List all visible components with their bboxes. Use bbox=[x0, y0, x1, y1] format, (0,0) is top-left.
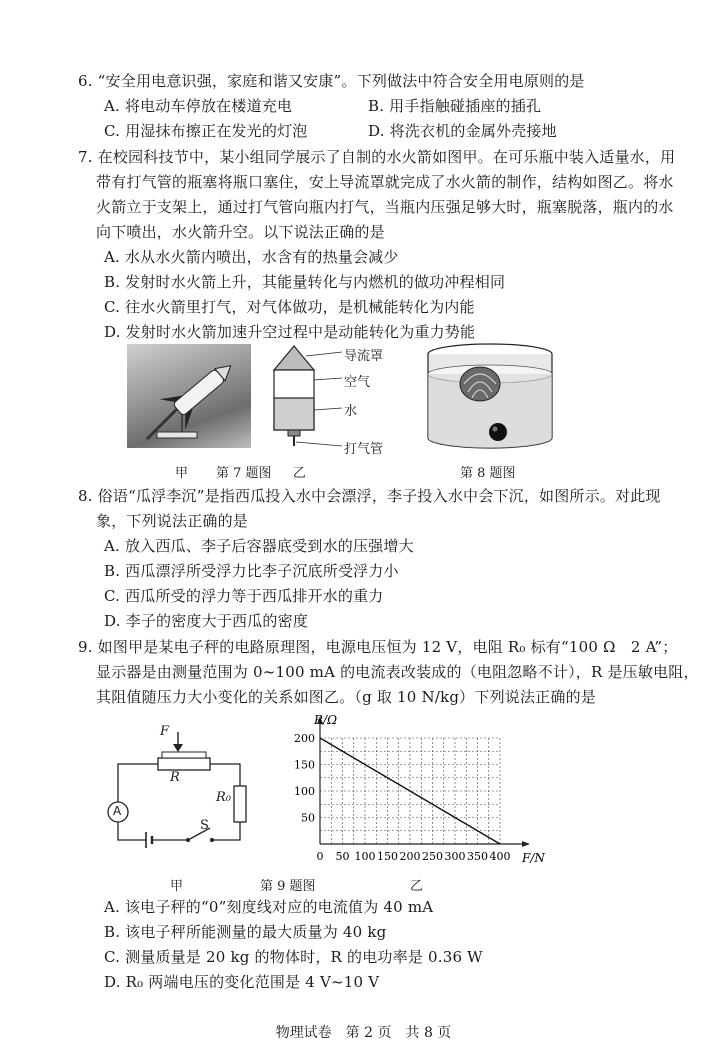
water-rocket-structure-diagram bbox=[266, 342, 416, 454]
chart-ticks bbox=[294, 732, 511, 863]
q7-option-c: C. 往水火箭里打气，对气体做功，是机械能转化为内能 bbox=[104, 298, 475, 316]
q9-line-2: 显示器是由测量范围为 0~100 mA 的电流表改装成的（电阻忽略不计），R 是压敏电阻， bbox=[96, 663, 699, 681]
fig9-caption: 第 9 题图 bbox=[260, 879, 316, 894]
x-tick-label: 350 bbox=[467, 850, 488, 863]
q6-stem: 6. “安全用电意识强，家庭和谐又安康”。下列做法中符合安全用电原则的是 bbox=[78, 72, 585, 90]
circuit-label-r: R bbox=[170, 770, 180, 785]
circuit-label-r0: R₀ bbox=[216, 790, 231, 805]
q6-option-a: A. 将电动车停放在楼道充电 bbox=[104, 97, 293, 115]
q6-option-b: B. 用手指触碰插座的插孔 bbox=[368, 97, 542, 115]
q8-line-1: 8. 俗语“瓜浮李沉”是指西瓜投入水中会漂浮，李子投入水中会下沉，如图所示。对此现 bbox=[78, 487, 661, 505]
page-footer: 物理试卷 第 2 页 共 8 页 bbox=[275, 1025, 452, 1041]
fig9-label-yi: 乙 bbox=[410, 879, 424, 894]
x-tick-label: 300 bbox=[444, 850, 466, 863]
x-tick-label: 150 bbox=[377, 850, 398, 863]
q9-option-c: C. 测量质量是 20 kg 的物体时，R 的电功率是 0.36 W bbox=[104, 948, 483, 966]
fig7-label-jia: 甲 bbox=[175, 466, 189, 481]
q6-option-c: C. 用湿抹布擦正在发光的灯泡 bbox=[104, 122, 308, 140]
fig7-label-yi: 乙 bbox=[293, 466, 307, 481]
q7-option-b: B. 发射时水火箭上升，其能量转化与内燃机的做功冲程相同 bbox=[104, 273, 506, 291]
q7-line-3: 火箭立于支架上，通过打气管向瓶内打气，当瓶内压强足够大时，瓶塞脱落，瓶内的水 bbox=[96, 198, 674, 216]
q9-line-3: 其阻值随压力大小变化的关系如图乙。（g 取 10 N/kg）下列说法正确的是 bbox=[96, 688, 596, 706]
watermelon-plum-container bbox=[420, 342, 560, 452]
label-water: 水 bbox=[344, 404, 358, 419]
y-tick-label: 100 bbox=[294, 785, 315, 798]
resistance-force-chart bbox=[286, 712, 556, 872]
circuit-label-s: S bbox=[200, 818, 209, 833]
q7-line-1: 7. 在校园科技节中，某小组同学展示了自制的水火箭如图甲。在可乐瓶中装入适量水，用 bbox=[78, 148, 676, 166]
q9-line-1: 9. 如图甲是某电子秤的电路原理图，电源电压恒为 12 V，电阻 R₀ 标有“100 Ω 2 A”； bbox=[78, 638, 678, 656]
x-tick-label: 200 bbox=[399, 850, 421, 863]
x-axis-arrow bbox=[522, 841, 530, 847]
x-tick-label: 0 bbox=[316, 850, 324, 863]
circuit-label-f: F bbox=[160, 724, 170, 739]
q7-option-a: A. 水从水火箭内喷出，水含有的热量会减少 bbox=[104, 248, 399, 266]
q6-option-d: D. 将洗衣机的金属外壳接地 bbox=[368, 122, 557, 140]
q8-option-d: D. 李子的密度大于西瓜的密度 bbox=[104, 612, 309, 630]
x-tick-label: 100 bbox=[354, 850, 376, 863]
q7-line-4: 向下喷出，水火箭升空。以下说法正确的是 bbox=[96, 223, 385, 241]
q9-option-a: A. 该电子秤的“0”刻度线对应的电流值为 40 mA bbox=[104, 898, 434, 916]
q8-option-a: A. 放入西瓜、李子后容器底受到水的压强增大 bbox=[104, 537, 414, 555]
x-tick-label: 400 bbox=[489, 850, 511, 863]
fig8-caption: 第 8 题图 bbox=[460, 466, 516, 481]
resistor-r0 bbox=[234, 786, 246, 822]
q8-option-c: C. 西瓜所受的浮力等于西瓜排开水的重力 bbox=[104, 587, 384, 605]
y-tick-label: 50 bbox=[301, 811, 315, 825]
pressure-resistor-r bbox=[158, 758, 210, 770]
fig9-label-jia: 甲 bbox=[170, 879, 184, 894]
circuit-label-ammeter: A bbox=[113, 804, 122, 818]
y-tick-label: 200 bbox=[294, 732, 315, 745]
label-fairing: 导流罩 bbox=[344, 349, 384, 364]
q7-line-2: 带有打气管的瓶塞将瓶口塞住，安上导流罩就完成了水火箭的制作，结构如图乙。将水 bbox=[96, 173, 674, 191]
chart-y-axis-label: R/Ω bbox=[314, 713, 338, 727]
x-tick-label: 250 bbox=[422, 850, 443, 863]
q9-option-d: D. R₀ 两端电压的变化范围是 4 V~10 V bbox=[104, 973, 380, 991]
fig7-caption: 第 7 题图 bbox=[216, 466, 272, 481]
q8-option-b: B. 西瓜漂浮所受浮力比李子沉底所受浮力小 bbox=[104, 562, 399, 580]
water-rocket-photo bbox=[127, 344, 251, 448]
x-tick-label: 50 bbox=[335, 850, 350, 863]
water-rocket-image bbox=[127, 344, 251, 448]
q9-option-b: B. 该电子秤所能测量的最大质量为 40 kg bbox=[104, 923, 387, 941]
label-air: 空气 bbox=[344, 375, 371, 390]
q7-option-d: D. 发射时水火箭加速升空过程中是动能转化为重力势能 bbox=[104, 323, 476, 341]
label-pump-tube: 打气管 bbox=[344, 442, 384, 457]
chart-x-axis-label: F/N bbox=[522, 851, 545, 865]
chart-axes bbox=[317, 716, 530, 847]
y-tick-label: 150 bbox=[294, 758, 315, 772]
q8-line-2: 象，下列说法正确的是 bbox=[96, 512, 249, 530]
circuit-diagram bbox=[100, 722, 270, 862]
